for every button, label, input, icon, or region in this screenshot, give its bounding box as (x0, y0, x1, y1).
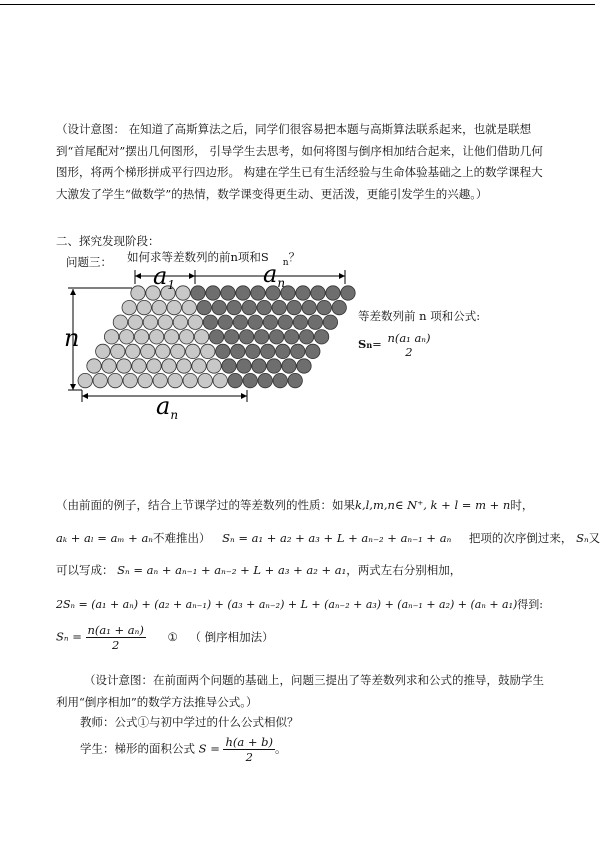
question-body: 如何求等差数列的前n项和S (127, 250, 269, 264)
light-circle (113, 315, 127, 329)
light-circle (167, 300, 181, 314)
dark-circle (218, 315, 232, 329)
get-text: 得到: (517, 598, 544, 611)
sn-forward-equation: Sₙ = a₁ + a₂ + a₃ + L + aₙ₋₂ + aₙ₋₁ + aₙ (222, 531, 452, 545)
proof-condition: k,l,m,n∈ N⁺, k + l = m + n (355, 498, 511, 512)
light-circle (194, 330, 208, 344)
question-tail: ？ (288, 250, 301, 264)
dark-circle (221, 286, 235, 300)
proof-line-4 (56, 596, 543, 612)
dark-circle (261, 344, 275, 358)
result-line (56, 623, 274, 652)
dark-circle (302, 300, 316, 314)
reverse-text: 把项的次序倒过来， (468, 531, 573, 545)
label-a1: $a_1$ (153, 262, 175, 292)
dark-circle (242, 300, 256, 314)
label-an-bottom: $a_n$ (156, 392, 179, 422)
n-arrow-top (70, 289, 76, 295)
property-tail: 不难推出） (152, 531, 211, 545)
trapezoid-denominator: 2 (245, 750, 253, 764)
light-circle (147, 359, 161, 373)
dark-circle (236, 286, 250, 300)
light-circle (104, 330, 118, 344)
light-circle (96, 344, 110, 358)
sum-formula (358, 331, 432, 359)
dark-circle (332, 300, 346, 314)
dark-circle (341, 286, 355, 300)
light-circle (198, 373, 212, 387)
light-circle (176, 286, 190, 300)
dark-circle (243, 373, 257, 387)
dark-circle (306, 344, 320, 358)
dark-circle (326, 286, 340, 300)
dark-circle (282, 359, 296, 373)
parallelogram-figure (60, 262, 360, 420)
an-bottom-arrow-left (82, 393, 88, 399)
an-bottom-arrow-right (241, 393, 247, 399)
dark-circle (222, 359, 236, 373)
dark-circle (246, 344, 260, 358)
dark-circle (276, 344, 290, 358)
light-circle (153, 373, 167, 387)
result-fraction (86, 623, 146, 652)
light-circle (138, 373, 152, 387)
light-circle (108, 373, 122, 387)
dark-circle (224, 330, 238, 344)
dark-circle (273, 373, 287, 387)
dark-circle (263, 315, 277, 329)
dark-circle (278, 315, 292, 329)
also-text: 又 (588, 531, 600, 545)
a1-arrow-left (135, 273, 141, 279)
dark-circle (231, 344, 245, 358)
light-circle (143, 315, 157, 329)
label-n: n (64, 324, 80, 352)
dark-circle (284, 330, 298, 344)
light-circle (186, 344, 200, 358)
formula-eq: = (372, 337, 382, 351)
light-circle (149, 330, 163, 344)
sum-equation: 2Sₙ = (a₁ + aₙ) + (a₂ + aₙ₋₁) + (a₃ + aₙ₋₂) + L + (aₙ₋₂ + a₃) + (aₙ₋₁ + a₂) + (aₙ + a₁) (56, 598, 518, 611)
light-circle (188, 315, 202, 329)
dark-circle (191, 286, 205, 300)
dark-circle (206, 286, 220, 300)
dark-circle (254, 330, 268, 344)
student-prefix: 学生：梯形的面积公式 (80, 741, 195, 756)
light-circle (126, 344, 140, 358)
dark-circle (308, 315, 322, 329)
dark-circle (227, 300, 241, 314)
question-label: 问题三： (66, 255, 112, 269)
proof-condition-tail: 时， (510, 498, 534, 512)
dark-circle (258, 373, 272, 387)
light-circle (158, 315, 172, 329)
light-circle (134, 330, 148, 344)
light-circle (168, 373, 182, 387)
proof-line-2 (56, 530, 600, 546)
dark-circle (323, 315, 337, 329)
dark-circle (311, 286, 325, 300)
dark-circle (296, 286, 310, 300)
design-intent-2: （设计意图：在前面两个问题的基础上，问题三提出了等差数列求和公式的推导，鼓励学生利用“倒序相加”的数学方法推导公式。） (56, 673, 544, 709)
circle-grid (78, 286, 355, 388)
a1-arrow-right (189, 273, 195, 279)
light-circle (213, 373, 227, 387)
design-intent-paragraph: （设计意图： 在知道了高斯算法之后，同学们很容易把本题与高斯算法联系起来，也就是联想到“首尾配对”摆出几何图形， 引导学生去思考，如何将图与倒序相加结合起来，让他们借助几何图形，将两个梯形拼成平行四边形。 构建在学生已有生活经验与生命体验基础之上的数学课程大大激发了学生“做数学”的热情，数学课变得更生动、更活泼，更能引发学生的兴趣。） (56, 122, 543, 201)
formula-numerator: n(a₁ aₙ) (387, 331, 431, 345)
dark-circle (269, 330, 283, 344)
light-circle (152, 300, 166, 314)
dark-circle (197, 300, 211, 314)
light-circle (162, 359, 176, 373)
light-circle (122, 300, 136, 314)
light-circle (78, 373, 92, 387)
light-circle (173, 315, 187, 329)
trapezoid-fraction (223, 735, 275, 764)
light-circle (117, 359, 131, 373)
dark-circle (287, 300, 301, 314)
add-text: ，两式左右分别相加， (346, 563, 462, 577)
an-arrow-right (339, 273, 345, 279)
dark-circle (291, 344, 305, 358)
result-denominator: 2 (111, 638, 120, 652)
formula-title: 等差数列前 n 项和公式: (358, 309, 481, 323)
dark-circle (257, 300, 271, 314)
trapezoid-numerator: h(a + b) (225, 735, 274, 749)
teacher-line: 教师：公式①与初中学过的什么公式相似？ (80, 715, 299, 729)
result-numerator: n(a₁ + aₙ) (87, 623, 144, 637)
light-circle (207, 359, 221, 373)
light-circle (192, 359, 206, 373)
light-circle (132, 359, 146, 373)
student-lhs: S = (198, 741, 220, 756)
dark-circle (216, 344, 230, 358)
dark-circle (314, 330, 328, 344)
dark-circle (203, 315, 217, 329)
light-circle (123, 373, 137, 387)
dark-circle (233, 315, 247, 329)
header-rule (0, 4, 595, 5)
student-end: 。 (275, 741, 287, 756)
dark-circle (297, 359, 311, 373)
proof-intro (56, 497, 533, 513)
light-circle (164, 330, 178, 344)
sn-symbol: Sₙ (576, 531, 589, 545)
student-line (80, 735, 287, 764)
can-write-text: 可以写成： (56, 563, 114, 577)
light-circle (87, 359, 101, 373)
property-equation: aₖ + aₗ = aₘ + aₙ (56, 531, 153, 545)
light-circle (179, 330, 193, 344)
dark-circle (252, 359, 266, 373)
light-circle (128, 315, 142, 329)
result-lhs: Sₙ = (56, 629, 82, 644)
dark-circle (248, 315, 262, 329)
dark-circle (293, 315, 307, 329)
dark-circle (212, 300, 226, 314)
sn-backward-equation: Sₙ = aₙ + aₙ₋₁ + aₙ₋₂ + L + a₃ + a₂ + a₁ (117, 563, 347, 577)
formula-lhs-sub: n (366, 340, 373, 350)
light-circle (111, 344, 125, 358)
dark-circle (237, 359, 251, 373)
light-circle (177, 359, 191, 373)
light-circle (141, 344, 155, 358)
label-an-top: $a_n$ (263, 260, 286, 290)
light-circle (201, 344, 215, 358)
light-circle (156, 344, 170, 358)
light-circle (119, 330, 133, 344)
light-circle (93, 373, 107, 387)
n-arrow-bottom (70, 384, 76, 390)
proof-line-3 (56, 562, 461, 578)
formula-fraction (385, 331, 432, 359)
light-circle (171, 344, 185, 358)
dark-circle (317, 300, 331, 314)
formula-lhs: S (358, 337, 367, 351)
dark-circle (239, 330, 253, 344)
dark-circle (272, 300, 286, 314)
dark-circle (228, 373, 242, 387)
formula-denominator: 2 (405, 345, 413, 359)
dark-circle (209, 330, 223, 344)
light-circle (102, 359, 116, 373)
question-sub: n (282, 258, 289, 268)
section-title: 二、探究发现阶段： (56, 234, 160, 248)
light-circle (182, 300, 196, 314)
proof-intro-text: （由前面的例子，结合上节课学过的等差数列的性质：如果 (56, 498, 355, 512)
light-circle (137, 300, 151, 314)
light-circle (183, 373, 197, 387)
dark-circle (299, 330, 313, 344)
dark-circle (288, 373, 302, 387)
dark-circle (267, 359, 281, 373)
method-text: （ 倒序相加法） (189, 629, 274, 644)
circled-one: ① (167, 629, 178, 644)
light-circle (131, 286, 145, 300)
